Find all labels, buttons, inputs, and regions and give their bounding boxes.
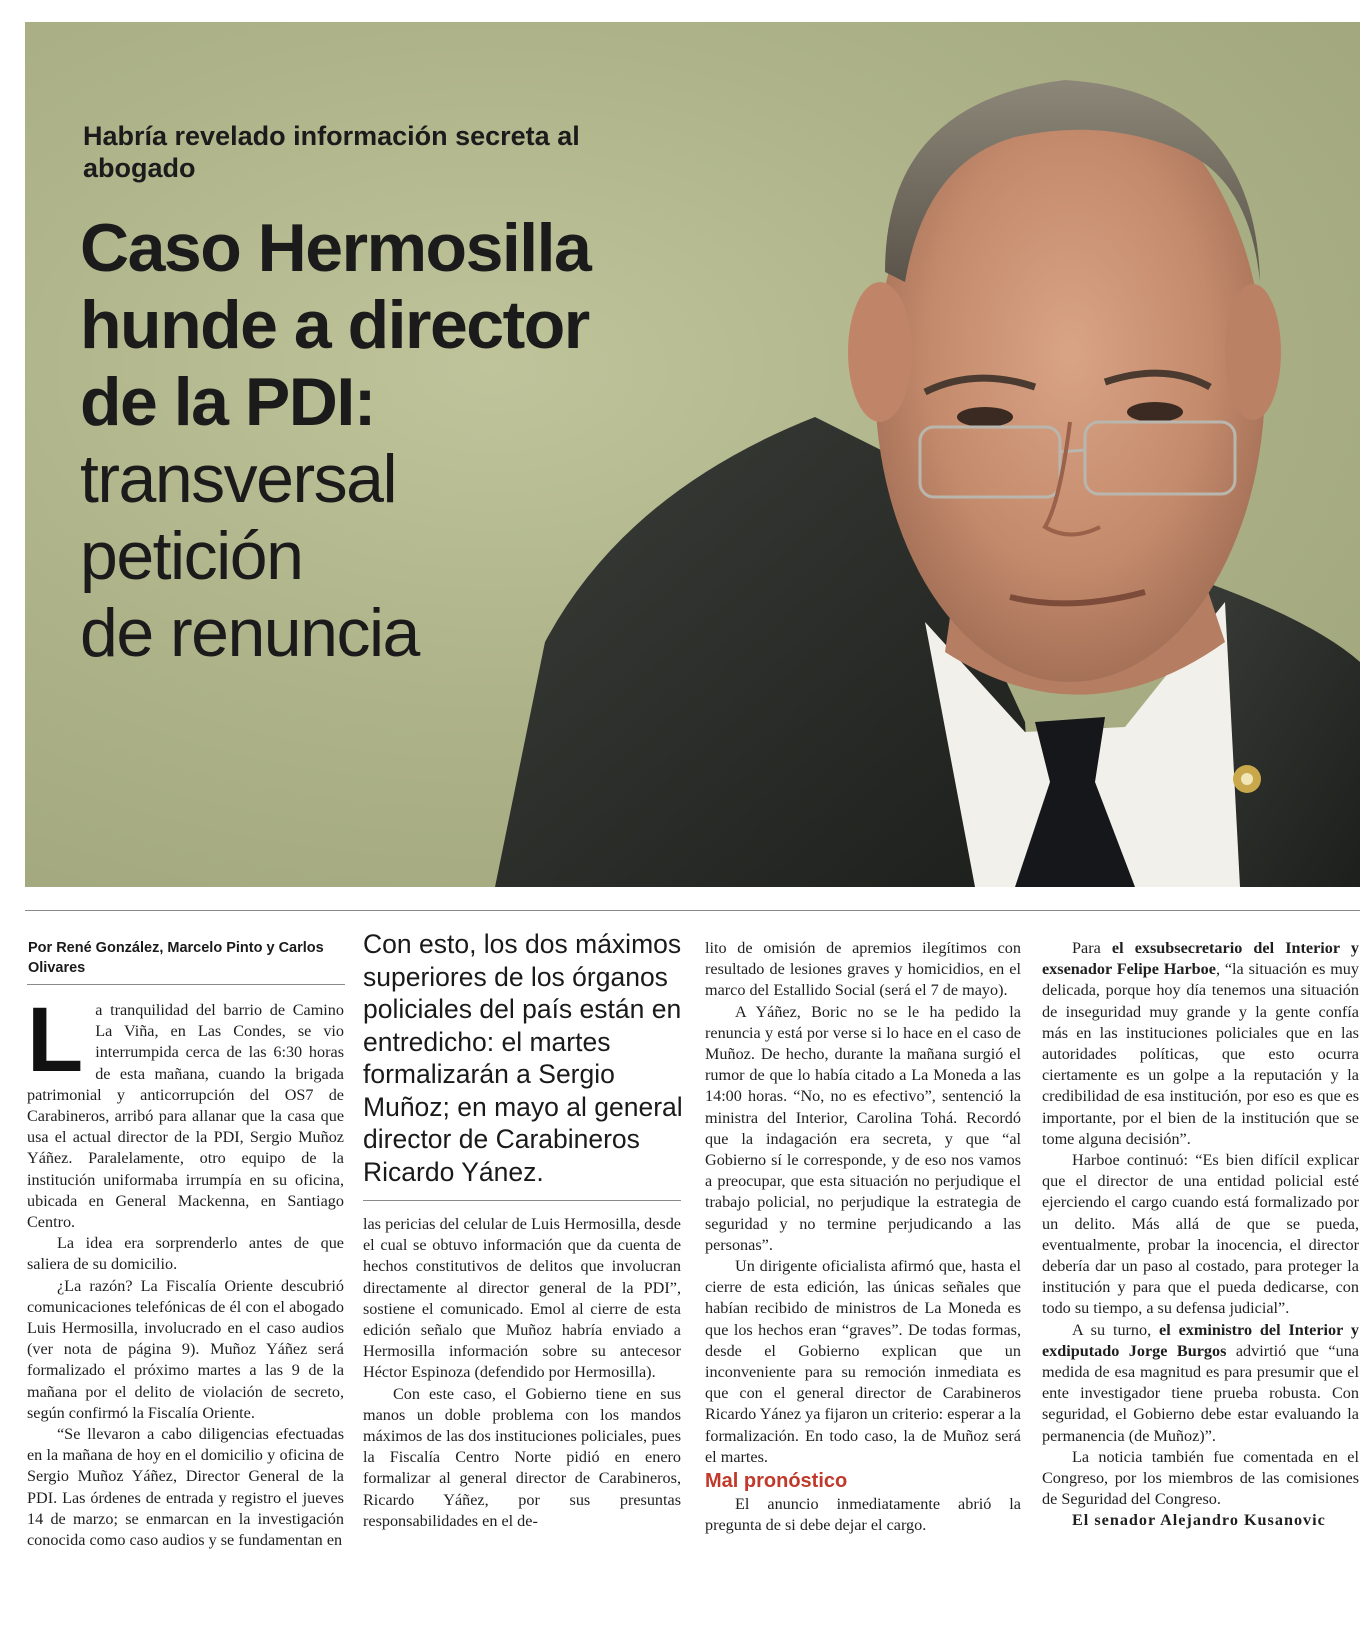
body-paragraph: Para el exsubsecretario del Interior y exsenador Felipe Harboe, “la situación es muy delicada, porque hoy día tenemos una situación de inseguridad muy grande y la gente confía más en las instituciones policiales que en las autoridades políticas, que esto ocurra ciertamente es un golpe a la reputación y la credibilidad de esa institución, por eso es que es importante, por el bien de la institución que se tome alguna decisión”. (1042, 939, 1359, 1148)
body-paragraph: El senador Alejandro Kusanovic (1072, 1511, 1326, 1530)
body-paragraph: las pericias del celular de Luis Hermosilla, desde el cual se obtuvo información que da cuenta de hechos constitutivos de delitos que involucran directamente al director general de la PDI”, sostiene el comunicado. Emol al cierre de esta edición señalo que Muñoz habría enviado a Hermosilla información sobre su antecesor Héctor Espinoza (defendido por Hermosilla). (363, 1215, 681, 1382)
body-paragraph: A Yáñez, Boric no se le ha pedido la renuncia y está por verse si lo hace en el caso de Muñoz. De hecho, durante la mañana surgió el rumor de que lo había citado a La Moneda a las 14:00 horas. “No, no es efectivo”, sentenció la ministra del Interior, Carolina Tohá. Recordó que la indagación era secreta, y que “al Gobierno sí le corresponde, y de eso nos vamos a preocupar, que esta situación no perjudique el trabajo policial, no perjudique la estrategia de seguridad y no termine perjudicando a las personas”. (705, 1002, 1021, 1254)
body-paragraph: El anuncio inmediatamente abrió la pregunta de si debe dejar el cargo. (705, 1495, 1021, 1535)
subhead: Mal pronóstico (705, 1470, 848, 1493)
column-1 (27, 989, 344, 1551)
headline-line: hunde a director (80, 287, 589, 363)
body-paragraph: Con este caso, el Gobierno tiene en sus manos un doble problema con los mandos máximos de las dos instituciones policiales, pues la Fiscalía Centro Norte pidió en enero formalizar al general director de Carabineros, Ricardo Yáñez, por sus presuntas responsabilidades en el de- (363, 1384, 681, 1530)
headline-line: transversal (80, 441, 397, 517)
headline (80, 210, 680, 672)
body-paragraph: La noticia también fue comentada en el Congreso, por los miembros de las comisiones de Seguridad del Congreso. (1042, 1447, 1359, 1509)
pull-quote-divider (363, 1200, 681, 1201)
body-paragraph: Un dirigente oficialista afirmó que, hasta el cierre de esta edición, las únicas señales que habían recibido de ministros de La Moneda es que los hechos eran “graves”. De todas formas, desde el Gobierno explican que un inconveniente para su remoción inmediata es que con el general director de Carabineros Ricardo Yánez ya fijaron un criterio: esperar a la formalización. En todo caso, la de Muñoz será el martes. (705, 1257, 1021, 1466)
pull-quote: Con esto, los dos máximos superiores de los órganos policiales del país están en entredicho: el martes formalizarán a Sergio Muñoz; en mayo al general director de Carabineros Ricardo Yánez. (363, 929, 683, 1187)
headline-line: Caso Hermosilla (80, 210, 591, 286)
lead-photo (25, 22, 1360, 887)
section-divider (25, 910, 1360, 911)
body-paragraph: La tranquilidad del barrio de Camino La Viña, en Las Condes, se vio interrumpida cerca de las 6:30 horas de esta mañana, cuando la brigada patrimonial y anticorrupción del OS7 de Carabineros, arribó para allanar que la casa que usa el actual director de la PDI, Sergio Muñoz Yáñez. Paralelamente, otro equipo de la institución uniformaba irrumpía en su oficina, ubicada en General Mackenna, en Santiago Centro. (27, 989, 344, 1232)
headline-line: petición (80, 518, 303, 594)
body-paragraph: “Se llevaron a cabo diligencias efectuadas en la mañana de hoy en el domicilio y oficina de Sergio Muñoz Yáñez, Director General de la PDI. Las órdenes de entrada y registro el jueves 14 de marzo; se enmarcan en la investigación conocida como caso audios y se fundamentan en (27, 1425, 344, 1550)
column-4 (1042, 938, 1359, 1532)
body-paragraph: ¿La razón? La Fiscalía Oriente descubrió comunicaciones telefónicas de él con el abogado Luis Hermosilla, involucrado en el caso audios (ver nota de página 9). Muñoz Yáñez será formalizado el próximo martes a las 9 de la mañana por el delito de violación de secreto, según confirmó la Fiscalía Oriente. (27, 1276, 344, 1422)
headline-line: de la PDI: (80, 364, 375, 440)
kicker: Habría revelado información secreta al abogado (83, 121, 580, 183)
column-3 (705, 938, 1021, 1536)
drop-cap: L (27, 989, 84, 1091)
headline-line: de renuncia (80, 595, 419, 671)
body-paragraph: lito de omisión de apremios ilegítimos con resultado de lesiones graves y homicidios, en el marco del Estallido Social (será el 7 de mayo). (705, 939, 1021, 1000)
column-2 (363, 1214, 681, 1532)
byline: Por René González, Marcelo Pinto y Carlos Olivares (28, 940, 324, 976)
body-paragraph: A su turno, el exministro del Interior y exdiputado Jorge Burgos advirtió que “una medida de esa magnitud es para presumir que el ente investigador tiene prueba robusta. Con seguridad, el Gobierno debe estar evaluando la permanencia (de Muñoz)”. (1042, 1320, 1359, 1445)
body-paragraph: Harboe continuó: “Es bien difícil explicar que el director de una entidad policial esté ejerciendo el cargo cuando está formalizado por un delito. Más allá de que se pueda, eventualmente, probar la inocencia, el director debería dar un paso al costado, para proteger la institución y para que el pueda dedicarse, con todo su tiempo, a su defensa judicial”. (1042, 1151, 1359, 1318)
body-paragraph: La idea era sorprenderlo antes de que saliera de su domicilio. (27, 1234, 344, 1274)
byline-divider (27, 984, 345, 985)
